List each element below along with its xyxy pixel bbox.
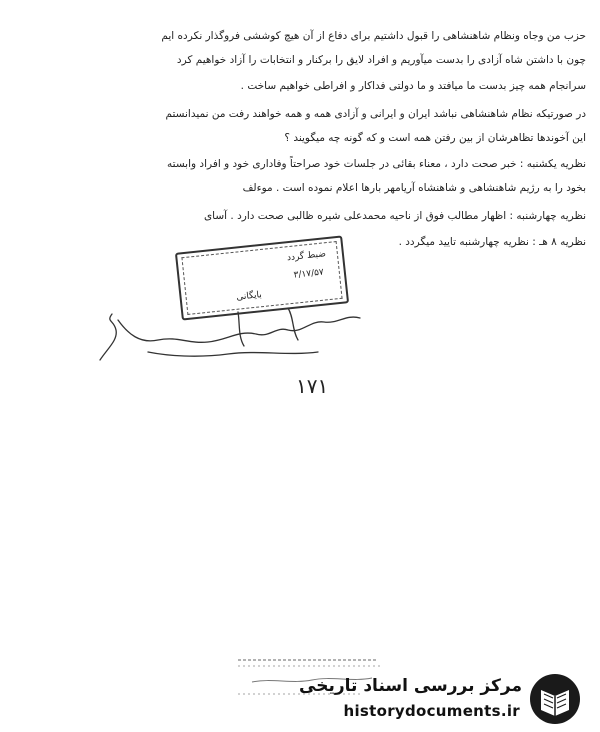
watermark-url: historydocuments.ir [343,702,520,720]
text-line-3: سرانجام همه چیز بدست ما میافتد و ما دولتی فداکار و افراطی خواهیم ساخت . [240,80,586,92]
text-line-8: نظریه چهارشنبه : اظهار مطالب فوق از ناحیه محمدعلی شیره ظالبی صحت دارد . آسای [203,210,586,222]
text-line-5: این آخوندها تظاهرشان از بین رفتن همه است و که گونه چه میگویند ؟ [284,132,586,144]
watermark-title: مرکز بررسی اسناد تاریخی [299,676,522,696]
text-line-4: در صورتیکه نظام شاهنشاهی نباشد ایران و ایرانی و آزادی همه و همه خواهند رفت من نمیدانستم [165,108,586,120]
watermark [300,668,590,728]
stamp-text-1: ضبط گردد [286,249,327,264]
book-logo-icon [528,672,582,726]
page-number: ۱۷۱ [296,374,329,398]
stamp-text-2: ۳/۱۷/۵۷ [293,267,325,281]
handwritten-signature [88,300,378,370]
text-line-1: حزب من وجاه ونظام شاهنشاهی را قبول داشتیم برای دفاع از آن هیچ کوششی فروگذار نکرده ایم [161,30,586,42]
text-line-9: نظریه ۸ هـ : نظریه چهارشنبه تایید میگردد . [398,236,586,248]
stamp-text-3: بایگانی [235,290,263,303]
text-line-2: چون با داشتن شاه آزادی را بدست میآوریم و افراد لایق را برکنار و انتخابات را آزاد خواهیم کرد [176,54,586,66]
text-line-6: نظریه یکشنبه : خبر صحت دارد ، معناء بقائی در جلسات خود صراحتاً وفاداری خود و افراد وابسته [167,158,586,170]
text-line-7: بخود را به رژیم شاهنشاهی و شاهنشاه آریامهر بارها اعلام نموده است . موءلف [242,182,586,194]
